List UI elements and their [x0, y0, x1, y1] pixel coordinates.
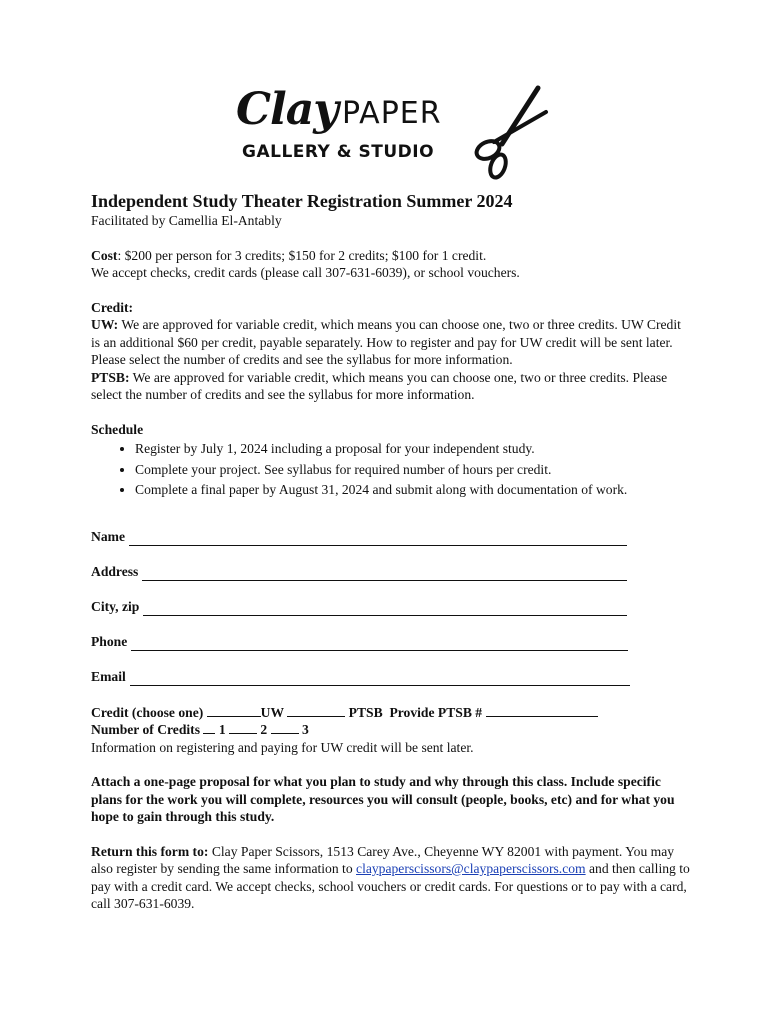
credit-ptsb-label: PTSB: [348, 704, 383, 720]
return-instructions: [91, 843, 691, 913]
scissors-icon: [450, 84, 550, 184]
address-field[interactable]: [142, 568, 627, 581]
credit-heading: Credit:: [91, 299, 134, 315]
provide-ptsb-label: Provide PTSB #: [389, 704, 483, 720]
ptsb-text: We are approved for variable credit, which means you can choose one, two or three credits. Please select the number of credits and see the syllabus for more information.: [91, 369, 668, 402]
list-item: • Complete your project. See syllabus for required number of hours per credit.: [135, 461, 691, 479]
number-of-credits-row: [91, 721, 691, 739]
credit-uw-label: UW: [260, 704, 284, 720]
credit-choose-label: Credit (choose one): [91, 704, 204, 720]
phone-label: Phone: [91, 634, 128, 649]
city-zip-label: City, zip: [91, 599, 140, 614]
email-label: Email: [91, 669, 126, 684]
cost-label: Cost: [91, 247, 118, 263]
cost-text: : $200 per person for 3 credits; $150 for 2 credits; $100 for 1 credit.: [117, 247, 487, 263]
subtitle: Facilitated by Camellia El-Antably: [91, 213, 282, 228]
credit-1-blank[interactable]: [203, 721, 215, 734]
uw-label: UW:: [91, 317, 119, 332]
schedule-heading: Schedule: [91, 421, 144, 437]
address-row: [91, 564, 691, 581]
credit-choice-row: [91, 704, 691, 722]
phone-field[interactable]: [131, 638, 628, 651]
document-body: [91, 190, 691, 913]
return-label: Return this form to:: [91, 843, 209, 859]
email-link[interactable]: claypaperscissors@claypaperscissors.com: [356, 861, 586, 876]
registration-form: [91, 529, 691, 757]
email-field[interactable]: [130, 673, 630, 686]
return-text: Clay Paper Scissors, 1513 Carey Ave., Cheyenne WY 82001 with payment. You may also register by sending the same information to: [91, 843, 675, 876]
credit-ptsb-blank[interactable]: [287, 704, 345, 717]
return-text-2: and then calling to pay with a credit card. We accept checks, school vouchers or credit cards. For questions or to pay with a card, call 307-631-6039.: [91, 861, 690, 911]
list-item: • Register by July 1, 2024 including a proposal for your independent study.: [135, 440, 691, 458]
credit-option-1: 1: [218, 722, 226, 737]
schedule-list: [91, 440, 691, 499]
cost-line: [91, 247, 691, 265]
name-field[interactable]: [129, 533, 627, 546]
logo-clay-text: Clay: [236, 84, 338, 135]
name-label: Name: [91, 529, 125, 544]
address-label: Address: [91, 564, 139, 579]
credit-uw-blank[interactable]: [207, 704, 261, 717]
page-title: Independent Study Theater Registration Summer 2024: [91, 191, 513, 211]
phone-row: [91, 634, 691, 651]
city-zip-field[interactable]: [143, 603, 627, 616]
name-row: [91, 529, 691, 546]
list-item: • Complete a final paper by August 31, 2024 and submit along with documentation of work.: [135, 481, 691, 499]
attach-instructions: Attach a one-page proposal for what you plan to study and why through this class. Include specific plans for the work you will complete, resources you will consult (people, books, etc) and for what you hope to gain through this study.: [91, 774, 675, 824]
payment-line: We accept checks, credit cards (please call 307-631-6039), or school vouchers.: [91, 265, 520, 280]
uw-note: Information on registering and paying for UW credit will be sent later.: [91, 739, 474, 755]
ptsb-number-field[interactable]: [486, 704, 598, 717]
uw-credit-paragraph: [91, 316, 691, 369]
credit-2-blank[interactable]: [229, 721, 257, 734]
clay-paper-logo: [232, 84, 552, 184]
email-row: [91, 669, 691, 686]
number-of-credits-label: Number of Credits: [91, 722, 200, 737]
city-zip-row: [91, 599, 691, 616]
logo-paper-text: PAPER: [342, 96, 442, 131]
ptsb-label: PTSB:: [91, 369, 130, 385]
uw-text: We are approved for variable credit, which means you can choose one, two or three credits. UW Credit is an additional $60 per credit, payable separately. How to register and pay for UW credit will be sent later. Please select the number of credits and see the syllabus for more information.: [91, 317, 681, 367]
credit-option-3: 3: [302, 722, 309, 737]
logo-gallery-text: GALLERY & STUDIO: [242, 142, 435, 162]
credit-3-blank[interactable]: [271, 721, 299, 734]
ptsb-credit-paragraph: [91, 369, 691, 404]
credit-option-2: 2: [260, 722, 268, 737]
